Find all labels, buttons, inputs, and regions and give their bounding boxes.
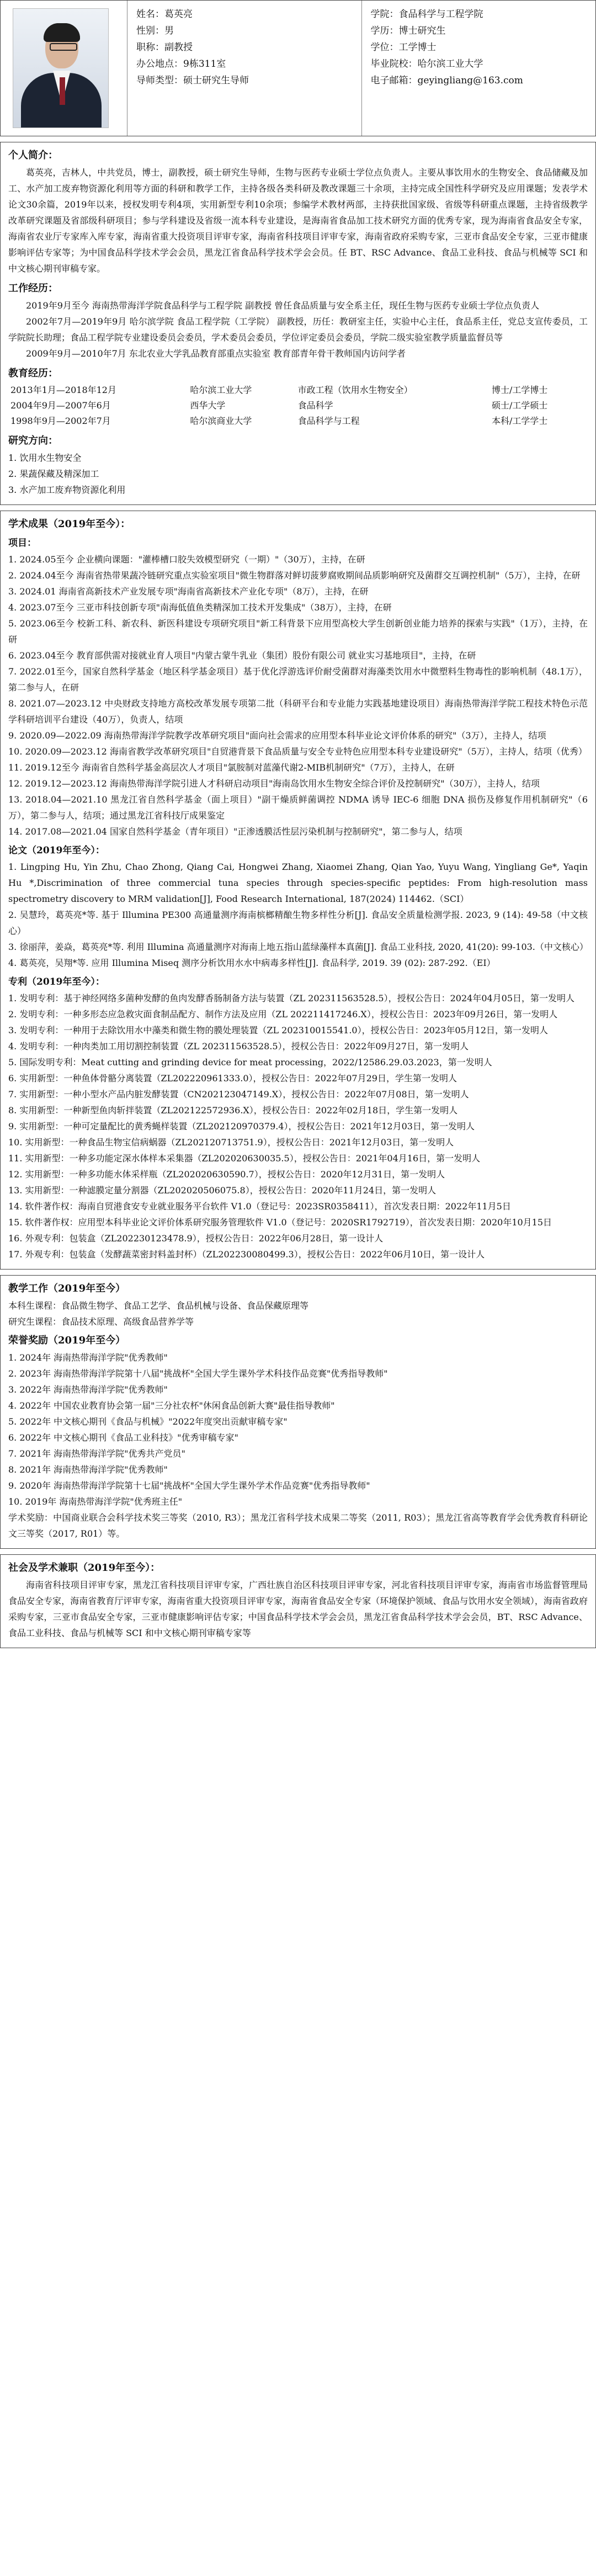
experience-line: 2019年9月至今 海南热带海洋学院食品科学与工程学院 副教授 曾任食品质量与安全系主任，现任生物与医药专业硕士学位点负责人 [26, 300, 540, 311]
project-item: 2. 2024.04至今 海南省热带果蔬冷链研究重点实验室项目"微生物群落对鲜切菠萝腐败期间品质影响研究及菌群交互调控机制"（5万），主持，在研 [8, 570, 581, 581]
experience-line: 2002年7月—2019年9月 哈尔滨学院 食品工程学院（工学院） 副教授，历任：教研室主任，实验中心主任，食品系主任，党总支宣传委员，工学院院长助理；食品工程学院专业建设委员会委员，学术委员会委员，学位评定委员会委员，学院二级实验室教学质量监督员等 [8, 316, 588, 343]
research-title: 研究方向： [8, 435, 58, 447]
education-table [8, 383, 588, 429]
school-field: 毕业院校：哈尔滨工业大学 [370, 59, 483, 70]
patent-item: 1. 发明专利：基于神经网络多菌种发酵的鱼肉发酵香肠制备方法与装置（ZL 202311563528.5），授权公告日：2024年04月05日，第一发明人 [8, 993, 575, 1003]
project-item: 7. 2022.01至今，国家自然科学基金（地区科学基金项目）基于优化浮游选评价耐受菌群对海藻类饮用水中微塑料生物毒性的影响机制（48.1万），第二参与人，在研 [8, 666, 588, 693]
honor-item: 10. 2019年 海南热带海洋学院"优秀班主任" [8, 1496, 183, 1507]
edu-period: 2004年9月—2007年6月 [10, 400, 111, 411]
patent-item: 17. 外观专利：包装盒（发酵蔬菜密封料盖封杯）（ZL202230080499.3），授权公告日：2022年06月10日，第一设计人 [8, 1249, 485, 1260]
honor-item: 8. 2021年 海南热带海洋学院"优秀教师" [8, 1464, 168, 1475]
patent-item: 7. 实用新型：一种小型水产品内脏发酵装置（CN202123047149.X），授权公告日：2022年07月08日，第一发明人 [8, 1089, 469, 1100]
patent-item: 15. 软件著作权：应用型本科毕业论文评价体系研究服务管理软件 V1.0（登记号：2020SR1792719），首次发表日期：2020年10月15日 [8, 1217, 552, 1228]
edu-major: 食品科学 [297, 400, 333, 411]
edu-degree: 硕士/工学硕士 [491, 400, 548, 411]
patent-item: 13. 实用新型：一种滤膜定量分割器（ZL202020506075.8），授权公告日：2020年11月24日，第一发明人 [8, 1185, 437, 1196]
avatar [13, 8, 109, 128]
honor-item: 6. 2022年 中文核心期刊《食品工业科技》"优秀审稿专家" [8, 1432, 238, 1443]
intro-text: 葛英亮，吉林人，中共党员，博士，副教授，硕士研究生导师，生物与医药专业硕士学位点负责人。主要从事饮用水的生物安全、食品储藏及加工、水产加工废弃物资源化利用等方面的科研和教学工作，主持各级各类科研及教改课题三十余项，主持完成全国性科学研究及应用课题；发表学术论文30余篇，2019年以来，授权发明专利4项，实用新型专利10余项；参编学术教材两部，主持获批国家级、省级等科研重点课题，主持省级教学改革研究课题及省部级科研项目；参与学科建设及省级一流本科专业建设，是海南省食品加工技术研究方面的优秀专家，现为海南省食品安全专家，海南省农业厅专家库入库专家，海南省重大投资项目评审专家，海南省科技项目评审专家，海南省政府采购专家，三亚市食品安全专家，三亚市健康影响评估专家等；为中国食品科学技术学会会员，黑龙江省食品科学技术学会会员。任 BT、RSC Advance、食品工业科技、食品与机械等 SCI 和中文核心期刊审稿专家。 [8, 167, 588, 274]
email-field[interactable]: 电子邮箱：geyingliang@163.com [370, 75, 523, 86]
edu-degree: 本科/工学学士 [491, 416, 548, 426]
degree-field: 学历：博士研究生 [370, 25, 446, 36]
patent-item: 2. 发明专利：一种多形态应急救灾面食制品配方、制作方法及应用（ZL 202211417246.X），授权公告日：2023年09月26日，第一发明人 [8, 1009, 558, 1019]
list-item: 1. 饮用水生物安全 [8, 453, 82, 463]
gender-field: 性别：男 [136, 25, 174, 36]
project-item: 11. 2019.12至今 海南省自然科学基金高层次人才项目"氯胺制对蓝藻代谢2-MIB机制研究"（7万），主持人，在研 [8, 762, 455, 773]
education-title: 教育经历： [8, 368, 58, 379]
teaching-line: 研究生课程：食品技术原理、高级食品营养学等 [8, 1316, 194, 1327]
project-item: 3. 2024.01 海南省高新技术产业发展专项"海南省高新技术产业化专项"（8万），主持，在研 [8, 586, 369, 597]
experience-title: 工作经历： [8, 283, 58, 294]
patent-item: 5. 国际发明专利：Meat cutting and grinding device for meat processing，2022/12586.29.03.2023，第一发明人 [8, 1057, 492, 1067]
honor-item: 4. 2022年 中国农业教育协会第一届"三分社农杯"休闲食品创新大赛"最佳指导教师" [8, 1400, 335, 1411]
patent-item: 14. 软件著作权：海南自贸港食安专业就业服务平台软件 V1.0（登记号：2023SR0358411），首次发表日期：2022年11月5日 [8, 1201, 511, 1212]
project-item: 4. 2023.07至今 三亚市科技创新专项"南海低值鱼类精深加工技术开发集成"（38万），主持，在研 [8, 602, 392, 613]
experience-line: 2009年9月—2010年7月 东北农业大学乳品教育部重点实验室 教育部青年骨干教师国内访问学者 [26, 348, 406, 359]
project-item: 6. 2023.04至今 教育部供需对接就业育人项目"内蒙古蒙牛乳业（集团）股份有限公司 就业实习基地项目"，主持，在研 [8, 650, 476, 661]
project-item: 12. 2019.12—2023.12 海南热带海洋学院引进人才科研启动项目"海南岛饮用水生物安全综合评价及控制研究"（30万），主持人，结项 [8, 778, 540, 789]
honor-item: 7. 2021年 海南热带海洋学院"优秀共产党员" [8, 1448, 185, 1459]
photo-cell [1, 1, 127, 136]
college-field: 学院：食品科学与工程学院 [370, 9, 483, 20]
projects-title: 项目： [8, 538, 36, 549]
project-item: 1. 2024.05至今 企业横向课题："灌棒槽口胶失效模型研究（一期）"（30万），主持，在研 [8, 554, 365, 565]
table-row [8, 413, 588, 429]
honor-item: 3. 2022年 海南热带海洋学院"优秀教师" [8, 1384, 168, 1395]
achievements-title: 学术成果（2019年至今）： [8, 518, 131, 530]
edu-major: 市政工程（饮用水生物安全） [297, 385, 413, 395]
profile-info-left [127, 1, 362, 136]
project-item: 10. 2020.09—2023.12 海南省教学改革研究项目"自贸港背景下食品质量与安全专业特色应用型本科专业建设研究"（5万），主持人，结项（优秀） [8, 746, 587, 757]
edu-major: 食品科学与工程 [297, 416, 360, 426]
patent-item: 11. 实用新型：一种多功能定深水体样本采集器（ZL202020630035.5），授权公告日：2021年04月16日，第一发明人 [8, 1153, 481, 1164]
patent-item: 6. 实用新型：一种鱼体骨骼分离装置（ZL202220961333.0），授权公告日：2022年07月29日，学生第一发明人 [8, 1073, 457, 1083]
patents-title: 专利（2019年至今）： [8, 976, 105, 987]
service-text: 海南省科技项目评审专家，黑龙江省科技项目评审专家，广西壮族自治区科技项目评审专家，河北省科技项目评审专家，海南省市场监督管理局食品安全专家，海南省教育厅评审专家，海南省重大投资项目评审专家，海南省食品安全专家（环境保护领域、食品与饮用水安全领域），海南省政府采购专家，三亚市食品安全专家，三亚市健康影响评估专家；中国食品科学技术学会会员，黑龙江省食品科学技术学会会员，BT、RSC Advance、食品工业科技、食品与机械等 SCI 和中文核心期刊审稿专家等 [8, 1580, 588, 1638]
academic-degree-field: 学位：工学博士 [370, 42, 437, 53]
honor-item: 2. 2023年 海南热带海洋学院第十八届"挑战杯"全国大学生课外学术科技作品竞赛"优秀指导教师" [8, 1368, 388, 1379]
project-item: 9. 2020.09—2022.09 海南热带海洋学院教学改革研究项目"面向社会需求的应用型本科毕业论文评价体系的研究"（3万），主持人，结项 [8, 730, 546, 741]
paper-item: 3. 徐丽萍，姜焱，葛英亮*等. 利用 Illumina 高通量测序对海南上地五指山蓝绿藻样本真菌[J]. 食品工业科技, 2020, 41(20): 99-103.（中文核心） [8, 942, 588, 952]
teaching-honors-section [0, 1275, 596, 1549]
academic-awards: 学术奖励：中国商业联合会科学技术奖三等奖（2010, R3）；黑龙江省科学技术成果二等奖（2011, R03）；黑龙江省高等教育学会优秀教育科研论文三等奖（2017, R01）等。 [8, 1512, 588, 1539]
paper-item: 1. Lingping Hu, Yin Zhu, Chao Zhong, Qiang Cai, Hongwei Zhang, Xiaomei Zhang, Qian Yao, Yuyu Wang, Yingliang Ge*, Yaqin Hu *,Discrimination of three commercial tuna species through species-specific peptides: From high-resolution mass spectrometry discovery to MRM validation[J], Food Research International, 187(2024) 114462.（SCI） [8, 862, 588, 904]
service-title: 社会及学术兼职（2019年至今）： [8, 1562, 161, 1574]
edu-period: 1998年9月—2002年7月 [10, 416, 111, 426]
table-row [8, 398, 588, 413]
project-item: 14. 2017.08—2021.04 国家自然科学基金（青年项目）"正渗透膜活性层污染机制与控制研究"，第二参与人，结项 [8, 826, 462, 837]
supervisor-field: 导师类型：硕士研究生导师 [136, 75, 249, 86]
intro-title: 个人简介： [8, 150, 58, 161]
patent-item: 16. 外观专利：包装盒（ZL202230123478.9），授权公告日：2022年06月28日，第一设计人 [8, 1233, 384, 1244]
edu-school: 哈尔滨工业大学 [190, 385, 252, 395]
patent-item: 10. 实用新型：一种食品生物宝信病蜗器（ZL202120713751.9），授权公告日：2021年12月03日，第一发明人 [8, 1137, 454, 1148]
patent-item: 8. 实用新型：一种新型鱼肉斩拌装置（ZL202122572936.X），授权公告日：2022年02月18日，学生第一发明人 [8, 1105, 458, 1116]
title-field: 职称：副教授 [136, 42, 193, 53]
list-item: 2. 果蔬保藏及精深加工 [8, 469, 99, 479]
service-section [0, 1554, 596, 1648]
edu-degree: 博士/工学博士 [491, 385, 548, 395]
profile-info [127, 1, 595, 136]
edu-school: 西华大学 [190, 400, 226, 411]
bio-section [0, 142, 596, 505]
patent-item: 9. 实用新型：一种可定量配比的黄秀蝇样装置（ZL202120970379.4），授权公告日：2021年12月03日，第一发明人 [8, 1121, 475, 1132]
table-row [8, 383, 588, 398]
profile-header [0, 0, 596, 136]
honor-item: 5. 2022年 中文核心期刊《食品与机械》"2022年度突出贡献审稿专家" [8, 1416, 288, 1427]
paper-item: 2. 吴慧玲，葛英亮*等. 基于 Illumina PE300 高通量测序海南槟榔精酿生物多样性分析[J]. 食品安全质量检测学报. 2023, 9 (14): 49-58（中文核心） [8, 910, 588, 936]
honors-title: 荣誉奖励（2019年至今） [8, 1335, 126, 1346]
patent-item: 12. 实用新型：一种多功能水体采样瓶（ZL202020630590.7），授权公告日：2020年12月31日，第一发明人 [8, 1169, 445, 1180]
teaching-line: 本科生课程：食品微生物学、食品工艺学、食品机械与设备、食品保藏原理等 [8, 1300, 309, 1311]
name-field: 姓名：葛英亮 [136, 9, 193, 20]
project-item: 13. 2018.04—2021.10 黑龙江省自然科学基金（面上项目）"副干燥质鲜菌调控 NDMA 诱导 IEC-6 细胞 DNA 损伤及修复作用机制研究"（6万），第二参与人，结项；通过黑龙江省科技厅成果鉴定 [8, 794, 588, 821]
honor-item: 9. 2020年 海南热带海洋学院第十七届"挑战杯"全国大学生课外学术作品竞赛"优秀指导教师" [8, 1480, 370, 1491]
edu-school: 哈尔滨商业大学 [190, 416, 252, 426]
office-field: 办公地点：9栋311室 [136, 59, 226, 70]
achievements-section [0, 511, 596, 1270]
profile-info-right [362, 1, 596, 136]
edu-period: 2013年1月—2018年12月 [10, 385, 116, 395]
papers-title: 论文（2019年至今）： [8, 845, 105, 856]
teaching-title: 教学工作（2019年至今） [8, 1283, 126, 1294]
paper-item: 4. 葛英亮，吴翔*等. 应用 Illumina Miseq 测序分析饮用水水中病毒多样性[J]. 食品科学, 2019. 39 (02): 287-292.（EI） [8, 958, 496, 968]
patent-item: 4. 发明专利：一种肉类加工用切割控制装置（ZL 202311563528.5），授权公告日：2022年09月27日，第一发明人 [8, 1041, 469, 1051]
patent-item: 3. 发明专利：一种用于去除饮用水中藻类和微生物的膜处理装置（ZL 202310015541.0），授权公告日：2023年05月12日，第一发明人 [8, 1025, 549, 1035]
project-item: 5. 2023.06至今 校新工科、新农科、新医科建设专项研究项目"新工科背景下应用型高校大学生创新创业能力培养的探索与实践"（1万），主持，在研 [8, 618, 588, 645]
list-item: 3. 水产加工废弃物资源化利用 [8, 485, 126, 495]
honor-item: 1. 2024年 海南热带海洋学院"优秀教师" [8, 1352, 168, 1363]
project-item: 8. 2021.07—2023.12 中央财政支持地方高校改革发展专项第二批（科研平台和专业能力实践基地建设项目）海南热带海洋学院工程技术特色示范学科研培训平台建设（40万），负责人，结项 [8, 698, 588, 725]
